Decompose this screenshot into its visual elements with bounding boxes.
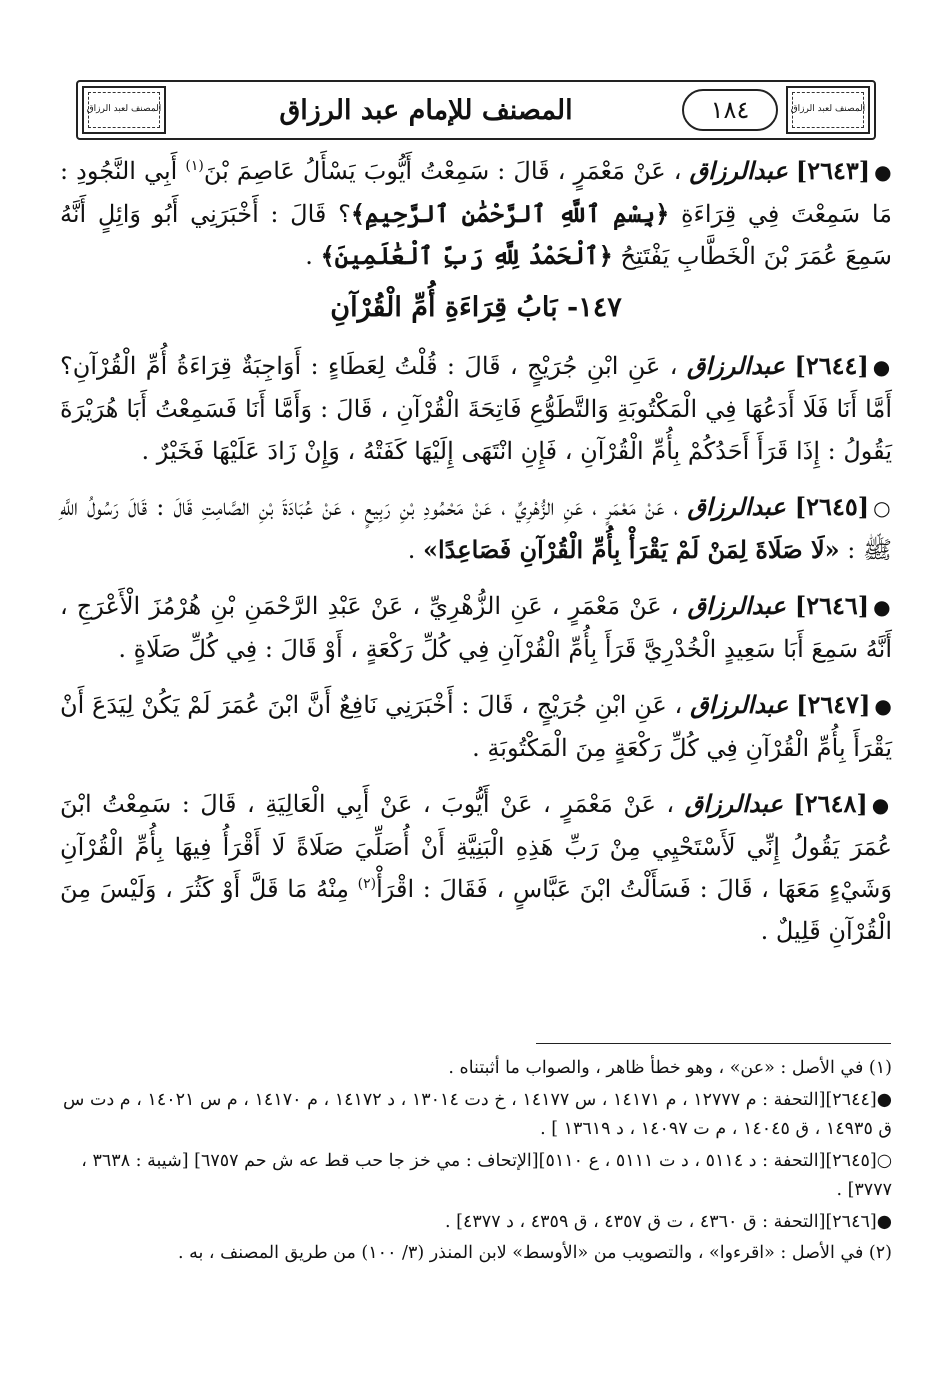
hadith-number: [٢٦٤٦] [794, 591, 870, 620]
narrator-name: عبدالرزاق [687, 591, 786, 620]
bullet-icon: ● [874, 160, 892, 184]
ornament-text: المصنف لعبد الرزاق [790, 104, 866, 115]
hadith-2647 [60, 684, 892, 769]
hadith-text: ، عَنْ مَعْمَرٍ ، قَالَ : سَمِعْتُ أَيُّوبَ يَسْأَلُ عَاصِمَ بْنَ [203, 157, 682, 185]
header-ornament-right [786, 86, 870, 134]
main-text [60, 150, 892, 962]
hadith-text: ، عَنِ ابْنِ جُرَيْجٍ ، قَالَ : أَخْبَرَنِي نَافِعٌ أَنَّ ابْنَ عُمَرَ لَمْ يَكُنْ لِيَدَعَ أَنْ يَقْرَأَ بِأُمِّ الْقُرْآنِ فِي كُلِّ رَكْعَةٍ مِنَ الْمَكْتُوبَةِ . [60, 691, 892, 762]
bullet-icon: ● [873, 595, 892, 619]
chapter-heading: ١٤٧- بَابُ قِرَاءَةِ أُمِّ الْقُرْآنِ [330, 292, 622, 323]
bullet-icon: ● [874, 694, 893, 718]
hadith-number: [٢٦٤٥] [794, 492, 870, 521]
hadith-text: ، عَنِ ابْنِ جُرَيْجٍ ، قَالَ : قُلْتُ لِعَطَاءٍ : أَوَاجِبَةٌ قِرَاءَةُ أُمِّ الْقُرْآنِ؟ أَمَّا أَنَا فَلَا أَدَعُهَا فِي الْمَكْتُوبَةِ وَالتَّطَوُّعِ فَاتِحَةَ الْقُرْآنِ ، قَالَ : وَأَمَّا أَنَا فَسَمِعْتُ أَبَا هُرَيْرَةَ يَقُولُ : إِذَا قَرَأَ أَحَدُكُمْ بِأُمِّ الْقُرْآنِ ، فَإِنِ انْتَهَى إِلَيْهَا كَفَتْهُ ، وَإِنْ زَادَ عَلَيْهَا فَخَيْرٌ . [60, 352, 892, 465]
footnote-ref: (١) [185, 158, 204, 174]
footnote-2644: ●[٢٦٤٤][التحفة : م ١٢٧٧٧ ، م ١٤١٧١ ، س ١٤١٧٧ ، خ دت ١٣٠١٤ ، د ١٤١٧٢ ، م ١٤١٧٠ ، م س ١٤٠٢١ ، م دت س ق ١٤٩٣٥ ، ق ١٤٠٤٥ ، م ت ١٤٠٩٧ ، د ١٣٦١٩ ] . [63, 1089, 892, 1139]
quran-quote: ﴿بِسْمِ ٱللَّهِ ٱلرَّحْمَٰنِ ٱلرَّحِيمِ﴾ [350, 199, 670, 228]
bullet-icon: ● [871, 793, 893, 817]
hadith-number: [٢٦٤٤] [794, 351, 869, 380]
bullet-icon: ● [872, 355, 892, 379]
hadith-2646 [60, 585, 892, 670]
hadith-2648 [60, 783, 892, 952]
narrator-name: عبدالرزاق [690, 690, 789, 719]
page-header [76, 80, 876, 140]
book-title: المصنف للإمام عبد الرزاق [279, 94, 573, 126]
sentence-end: . [305, 242, 313, 270]
footnote-divider [536, 1043, 891, 1044]
prophetic-quote: «لَا صَلَاةَ لِمَنْ لَمْ يَقْرَأْ بِأُمِّ الْقُرْآنِ فَصَاعِدًا» [423, 535, 840, 564]
header-ornament-left [82, 86, 166, 134]
footnote-1: (١) في الأصل : «عن» ، وهو خطأ ظاهر ، والصواب ما أثبتناه . [448, 1058, 892, 1078]
footnote-2645: ○[٢٦٤٥][التحفة : د ٥١١٤ ، د ت ٥١١١ ، ع ٥١١٠][الإتحاف : مي خز جا حب قط عه ش حم ٦٧٥٧] [شيبة : ٣٦٣٨ ، ٣٧٧٧] . [81, 1150, 892, 1200]
narrator-name: عبدالرزاق [686, 351, 786, 380]
sentence-end: . [407, 536, 416, 564]
hadith-number: [٢٦٤٣] [795, 156, 871, 185]
footnote-2: (٢) في الأصل : «اقرءوا» ، والتصويب من «الأوسط» لابن المنذر (٣/ ١٠٠) من طريق المصنف ، به . [177, 1243, 892, 1263]
hadith-text: ، عَنْ مَعْمَرٍ ، عَنِ الزُّهْرِيِّ ، عَنْ مَحْمُودِ بْنِ رَبِيعٍ ، عَنْ عُبَادَةَ بْنِ الصَّامِتِ قَالَ : قَالَ رَسُولُ اللَّهِ ﷺ : [60, 493, 892, 564]
footnote-2646: ●[٢٦٤٦][التحفة : ق ٤٣٦٠ ، ت ق ٤٣٥٧ ، ق ٤٣٥٩ ، د ٤٣٧٧] . [445, 1211, 892, 1232]
narrator-name: عبدالرزاق [687, 492, 786, 521]
hadith-text: ، عَنْ مَعْمَرٍ ، عَنِ الزُّهْرِيِّ ، عَنْ عَبْدِ الرَّحْمَنِ بْنِ هُرْمُزَ الْأَعْرَجِ ، أَنَّهُ سَمِعَ أَبَا سَعِيدٍ الْخُدْرِيَّ قَرَأَ بِأُمِّ الْقُرْآنِ فِي كُلِّ رَكْعَةٍ ، أَوْ قَالَ : فِي كُلِّ صَلَاةٍ . [60, 592, 892, 663]
hadith-2643 [60, 150, 892, 277]
hadith-text: ، عَنْ مَعْمَرٍ ، عَنْ أَيُّوبَ ، عَنْ أَبِي الْعَالِيَةِ ، قَالَ : سَمِعْتُ ابْنَ عُمَرَ يَقُولُ إِنِّي لَأَسْتَحْيِي مِنْ رَبِّ هَذِهِ الْبَنِيَّةِ أَنْ أُصَلِّيَ صَلَاةً لَا أَقْرَأُ فِيهَا بِأُمِّ الْقُرْآنِ وَشَيْءٍ مَعَهَا ، قَالَ : فَسَأَلْتُ ابْنَ عَبَّاسٍ ، فَقَالَ : اقْرَأْ [60, 790, 892, 903]
hadith-2644 [60, 345, 892, 472]
circle-icon: ○ [873, 496, 893, 520]
footnotes [60, 1054, 892, 1271]
hadith-text: أَبِي النَّجُودِ : مَا سَمِعْتَ فِي قِرَاءَةِ [60, 157, 892, 228]
narrator-name: عبدالرزاق [684, 789, 783, 818]
narrator-name: عبدالرزاق [689, 156, 788, 185]
hadith-number: [٢٦٤٧] [796, 690, 871, 719]
page-number: ١٨٤ [682, 89, 778, 131]
ornament-text: المصنف لعبد الرزاق [86, 104, 162, 115]
hadith-number: [٢٦٤٨] [793, 789, 868, 818]
hadith-text: ؟ قَالَ : أَخْبَرَنِي أَبُو وَائِلٍ أَنَّهُ سَمِعَ عُمَرَ بْنَ الْخَطَّابِ يَفْتَتِحُ [60, 200, 892, 270]
hadith-text: مِنْهُ مَا قَلَّ أَوْ كَثُرَ ، وَلَيْسَ مِنَ الْقُرْآنِ قَلِيلٌ . [60, 875, 892, 945]
hadith-2645 [60, 486, 892, 571]
footnote-ref: (٢) [357, 876, 377, 892]
quran-quote: ﴿ٱلْحَمْدُ لِلَّهِ رَبِّ ٱلْعَٰلَمِينَ﴾ [320, 241, 613, 270]
